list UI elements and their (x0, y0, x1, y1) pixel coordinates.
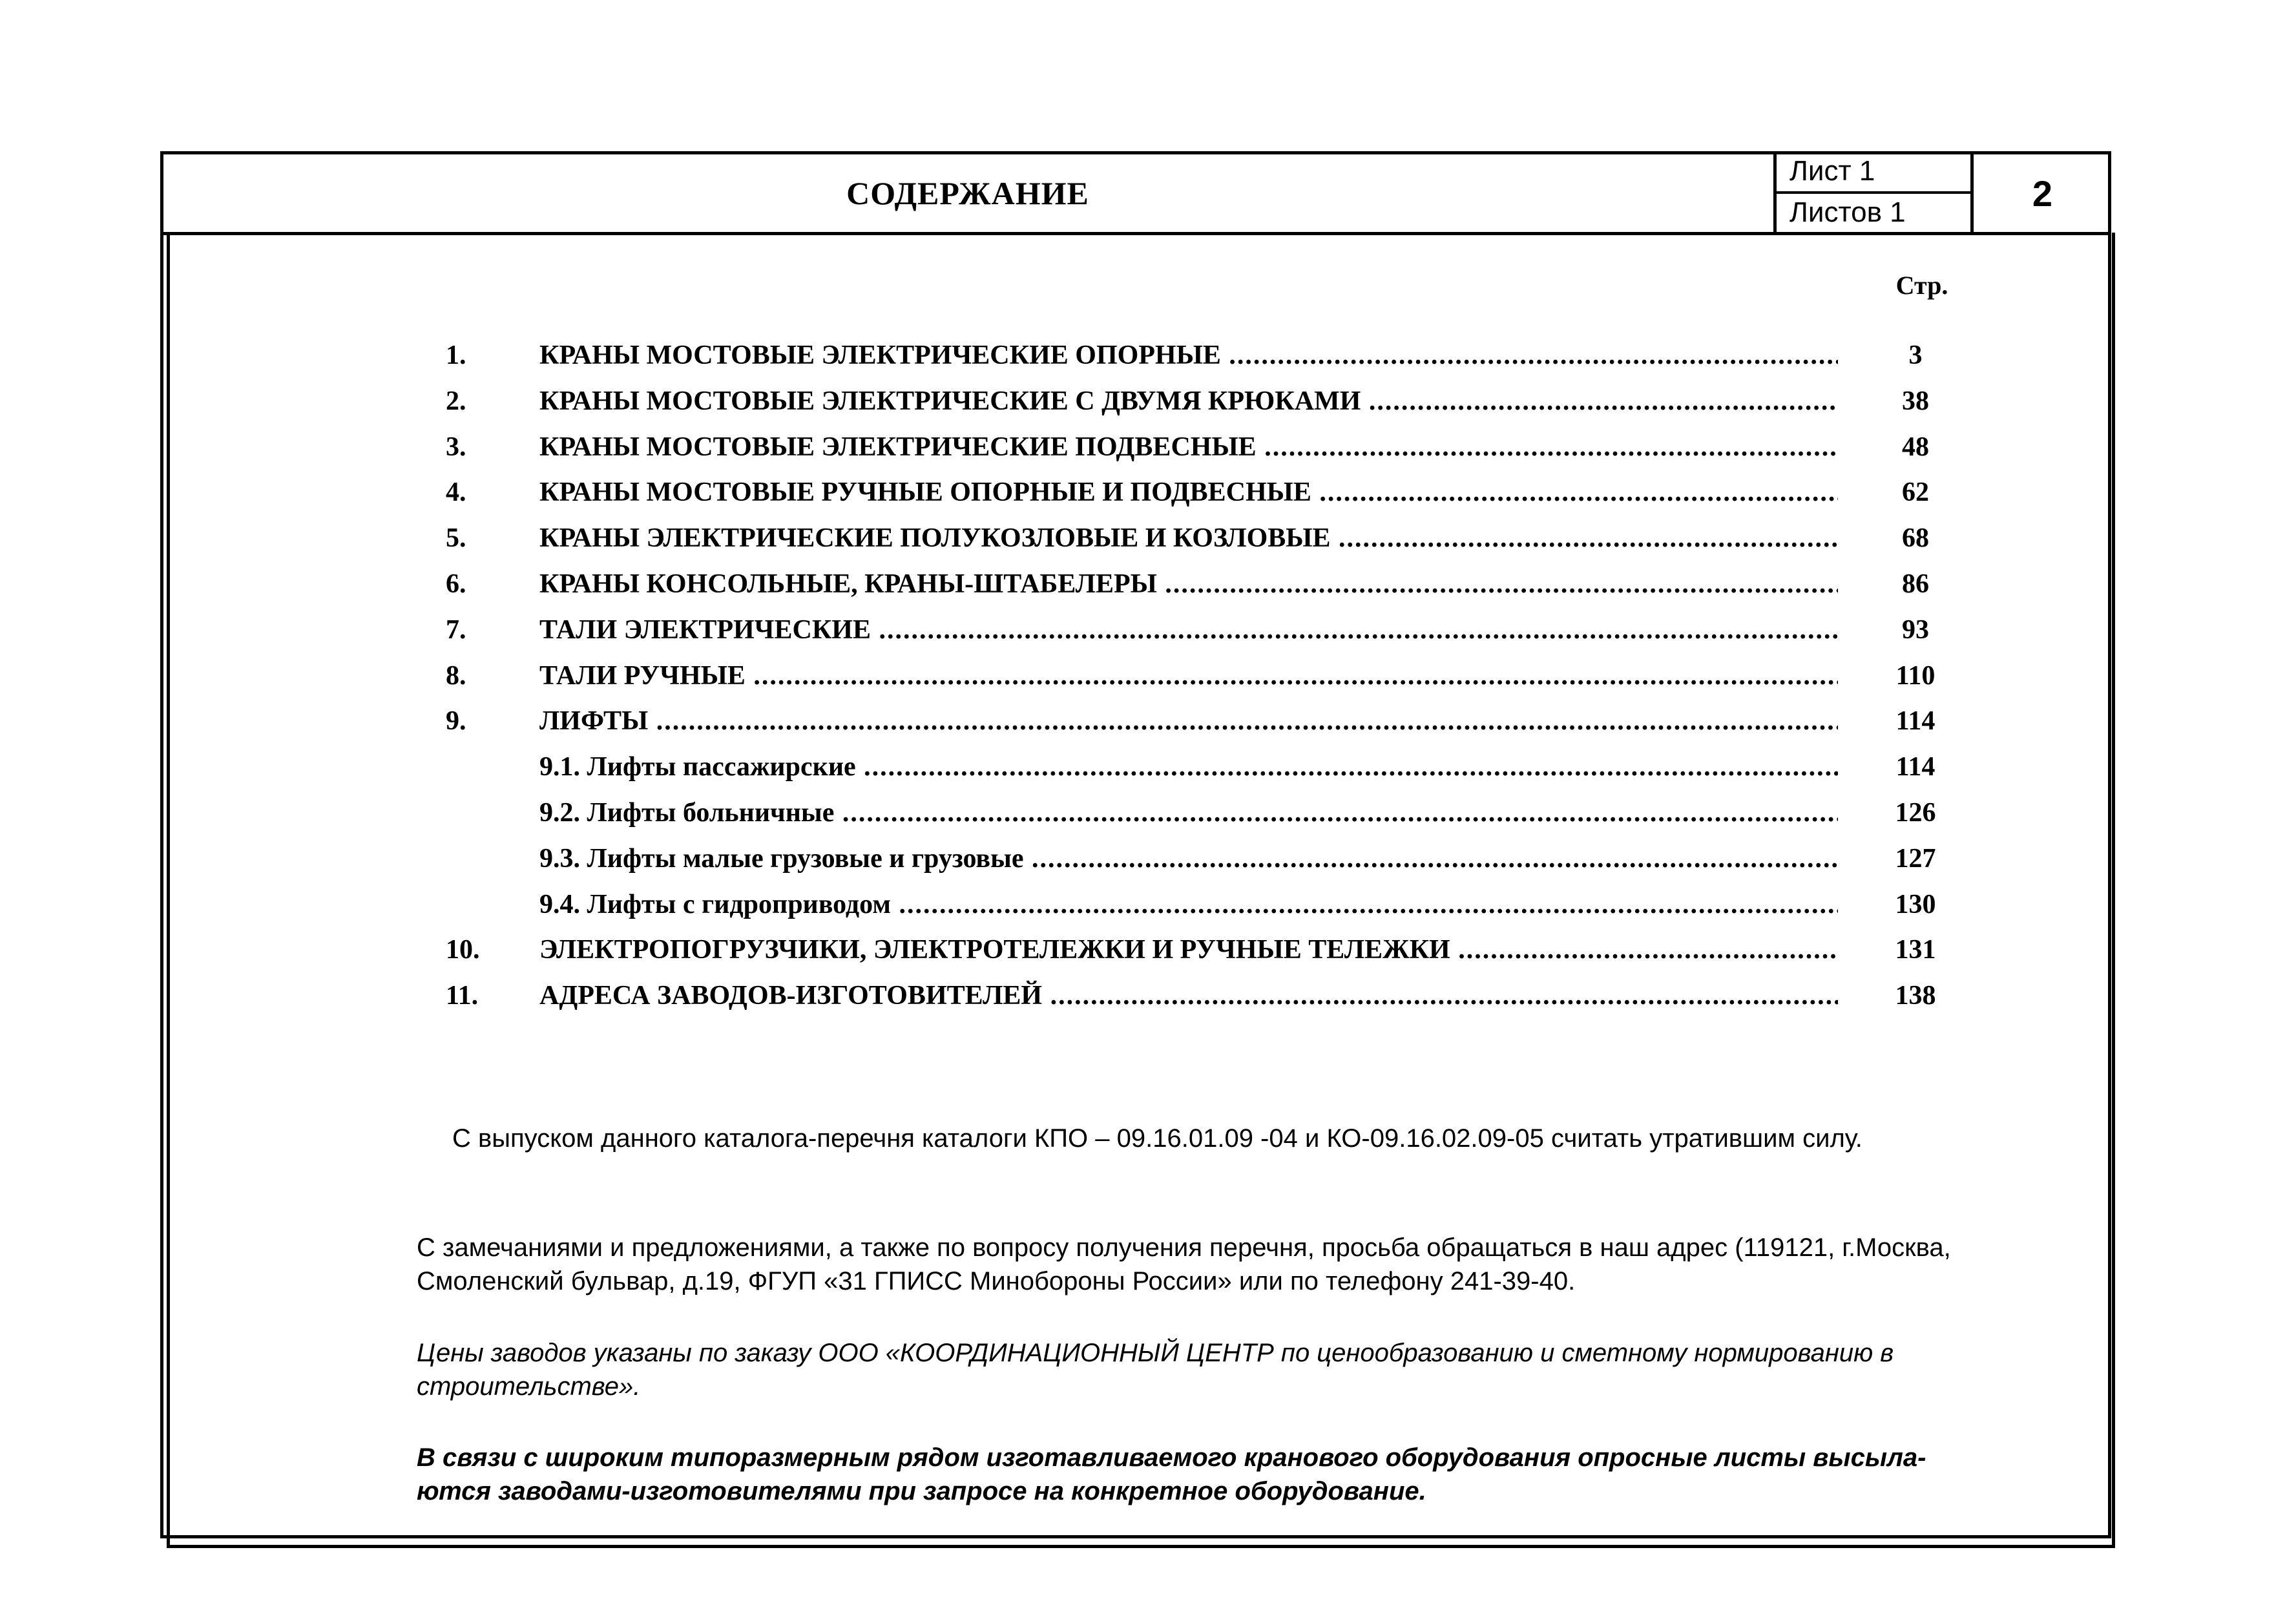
sheet-label: Лист 1 (1790, 155, 1875, 187)
toc-number: 2. (446, 386, 466, 416)
toc-number: 5. (446, 523, 466, 554)
toc-row (0, 473, 2296, 512)
toc-item-title: КРАНЫ МОСТОВЫЕ ЭЛЕКТРИЧЕСКИЕ ПОДВЕСНЫЕ ..... (539, 428, 1838, 466)
toc-item-title: ТАЛИ ЭЛЕКТРИЧЕСКИЕ ..... (539, 611, 1838, 649)
toc-page-number: 138 (1895, 981, 1936, 1011)
contact-note: С замечаниями и предложениями, а также по вопросу получения перечня, просьба обращаться в наш адрес (119121, г.Москва, Смоленский бульвар, д.19, ФГУП «31 ГПИСС Минобороны России» или по телефону 241-39-40. (417, 1233, 1951, 1295)
toc-page-number: 126 (1895, 798, 1936, 828)
toc-item-title: КРАНЫ КОНСОЛЬНЫЕ, КРАНЫ-ШТАБЕЛЕРЫ ..... (539, 565, 1838, 603)
toc-row (0, 930, 2296, 969)
toc-row (0, 611, 2296, 649)
toc-number: 7. (446, 614, 466, 645)
toc-item-title: КРАНЫ ЭЛЕКТРИЧЕСКИЕ ПОЛУКОЗЛОВЫЕ И КОЗЛОВЫЕ ..... (539, 519, 1838, 558)
toc-page-number: 68 (1902, 523, 1929, 554)
toc-page-number: 86 (1902, 569, 1929, 599)
toc-page-number: 127 (1895, 843, 1936, 874)
toc-number: 1. (446, 341, 466, 370)
toc-row (0, 885, 2296, 924)
toc-subitem-title: 9.4. Лифты с гидроприводом ..... (539, 885, 1838, 924)
toc-row (0, 748, 2296, 786)
toc-page-number: 93 (1902, 614, 1929, 645)
toc-subitem-title: 9.1. Лифты пассажирские ..... (539, 748, 1838, 786)
toc-row (0, 839, 2296, 878)
toc-page-number: 38 (1902, 386, 1929, 416)
toc-row (0, 656, 2296, 695)
questionnaires-note: В связи с широким типоразмерным рядом изготавливаемого кранового оборудования опросные листы высыла-ются заводами-изготовителями при запросе на конкретное оборудование. (417, 1443, 1926, 1505)
toc-number: 8. (446, 660, 466, 691)
sheets-count-label: Листов 1 (1790, 196, 1906, 228)
page-number: 2 (2032, 173, 2053, 214)
toc-item-title: КРАНЫ МОСТОВЫЕ РУЧНЫЕ ОПОРНЫЕ И ПОДВЕСНЫЕ ..... (539, 473, 1838, 512)
toc-item-title: АДРЕСА ЗАВОДОВ-ИЗГОТОВИТЕЛЕЙ ..... (539, 976, 1838, 1015)
toc-number: 10. (446, 935, 480, 965)
toc-page-number: 3 (1908, 341, 1923, 370)
toc-number: 11. (446, 981, 479, 1011)
toc-page-number: 131 (1895, 935, 1936, 965)
toc-page-number: 62 (1902, 477, 1929, 508)
toc-subitem-title: 9.3. Лифты малые грузовые и грузовые ..... (539, 839, 1838, 878)
toc-row (0, 702, 2296, 740)
toc-row (0, 976, 2296, 1015)
toc-item-title: КРАНЫ МОСТОВЫЕ ЭЛЕКТРИЧЕСКИЕ С ДВУМЯ КРЮКАМИ ..... (539, 382, 1838, 421)
toc-item-title: ЛИФТЫ ..... (539, 702, 1838, 740)
sheet-divider (1777, 191, 1970, 194)
toc-item-title: ЭЛЕКТРОПОГРУЗЧИКИ, ЭЛЕКТРОТЕЛЕЖКИ И РУЧНЫЕ ТЕЛЕЖКИ ..... (539, 930, 1838, 969)
toc-page-number: 130 (1895, 889, 1936, 919)
prices-note: Цены заводов указаны по заказу ООО «КООРДИНАЦИОННЫЙ ЦЕНТР по ценообразованию и сметному нормированию в строительстве». (417, 1339, 1894, 1401)
toc-row (0, 336, 2296, 375)
page-title: СОДЕРЖАНИЕ (846, 175, 1089, 211)
toc-page-number: 48 (1902, 432, 1929, 462)
toc-row (0, 565, 2296, 603)
toc-row (0, 519, 2296, 558)
toc-row (0, 428, 2296, 466)
replacement-note: С выпуском данного каталога-перечня каталоги КПО – 09.16.01.09 -04 и КО-09.16.02.09-05 считать утратившим силу. (452, 1124, 1863, 1153)
toc-item-title: КРАНЫ МОСТОВЫЕ ЭЛЕКТРИЧЕСКИЕ ОПОРНЫЕ ..... (539, 336, 1838, 375)
toc-subitem-title: 9.2. Лифты больничные ..... (539, 793, 1838, 832)
page-column-label: Стр. (1895, 271, 1948, 300)
toc-page-number: 110 (1895, 660, 1936, 691)
toc-row (0, 382, 2296, 421)
toc-row (0, 793, 2296, 832)
toc-item-title: ТАЛИ РУЧНЫЕ ..... (539, 656, 1838, 695)
toc-page-number: 114 (1895, 706, 1936, 737)
toc-number: 6. (446, 569, 466, 599)
sheet-info-box (1773, 151, 1974, 235)
toc-number: 9. (446, 706, 466, 737)
toc-page-number: 114 (1895, 752, 1936, 782)
toc-number: 3. (446, 432, 466, 462)
toc-number: 4. (446, 477, 466, 508)
